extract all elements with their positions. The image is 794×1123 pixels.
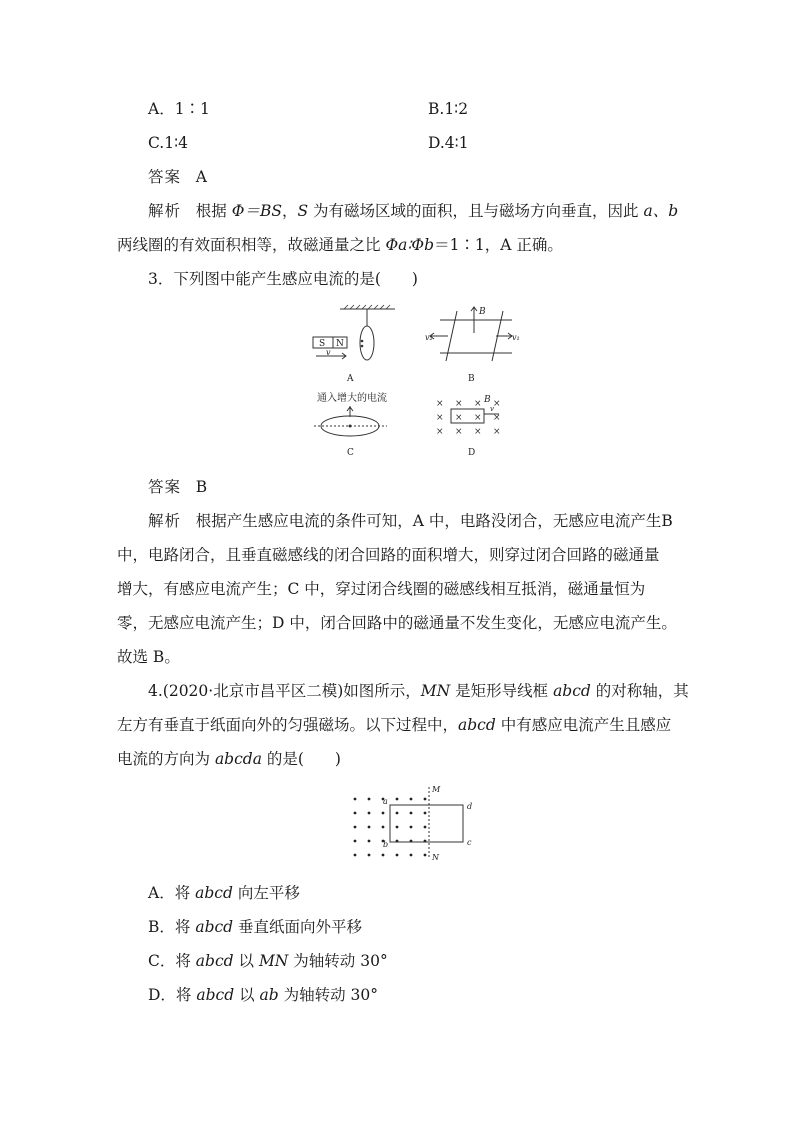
text: 左方有垂直于纸面向外的匀强磁场。以下过程中，: [117, 716, 459, 734]
figure-c: [314, 406, 387, 436]
q4-option-a: [148, 883, 300, 903]
text: C．将: [148, 952, 196, 970]
field-dot: [382, 812, 385, 815]
text: A．将: [148, 884, 196, 902]
field-cross: ×: [474, 427, 482, 437]
field-dot: [424, 826, 427, 829]
formula: Φ＝BS: [231, 202, 282, 220]
q3-stem: 3．下列图中能产生感应电流的是( ): [148, 270, 418, 288]
field-cross: ×: [436, 413, 444, 423]
figure-c-label: C: [347, 448, 354, 458]
axis-mn: MN: [258, 952, 289, 970]
label-c: c: [467, 838, 472, 847]
field-dot: [368, 840, 371, 843]
text: 垂直纸面向外平移: [233, 918, 363, 936]
frame-abcd: abcd: [553, 682, 591, 700]
label-d: d: [467, 802, 473, 811]
text: B．将: [148, 918, 196, 936]
text: ＝1∶1，A 正确。: [434, 236, 563, 254]
field-cross: ×: [436, 399, 444, 409]
field-cross: ×: [455, 413, 463, 423]
text: 的对称轴，其: [590, 682, 689, 700]
field-dot: [382, 826, 385, 829]
field-dot: [410, 798, 413, 801]
frame-abcd: abcd: [458, 716, 496, 734]
text: 为有磁场区域的面积，且与磁场方向垂直，因此: [308, 202, 644, 220]
q3-figure: [300, 303, 530, 463]
q3-analysis-line-3: 增大，有感应电流产生；C 中，穿过闭合线圈的磁感线相互抵消，磁通量恒为: [117, 580, 646, 598]
field-dot: [354, 840, 357, 843]
q2-option-b: B.1∶2: [428, 100, 469, 118]
label-a: a: [383, 797, 388, 806]
text: 两线圈的有效面积相等，故磁通量之比: [117, 236, 386, 254]
label-n: N: [432, 853, 439, 862]
frame-abcd: abcd: [196, 986, 235, 1004]
text: 根据: [195, 202, 232, 220]
text: 为轴转动 30°: [288, 952, 388, 970]
field-dot: [396, 854, 399, 857]
answer-label: 答案: [148, 478, 182, 496]
field-cross: ×: [436, 427, 444, 437]
field-dot: [396, 826, 399, 829]
field-dot: [354, 826, 357, 829]
figure-d-label: D: [468, 448, 476, 458]
velocity-label: v: [326, 348, 331, 357]
text: D．将: [148, 986, 197, 1004]
q2-option-c: C.1∶4: [148, 134, 188, 152]
figure-a-label: A: [347, 374, 354, 384]
q2-option-a: A．1∶1: [148, 100, 210, 118]
text: 以: [234, 986, 260, 1004]
field-dot: [354, 798, 357, 801]
field-cross: ×: [455, 399, 463, 409]
field-dot: [410, 854, 413, 857]
frame-abcd: abcd: [195, 884, 233, 902]
figure-b-label: B: [468, 374, 475, 384]
flux-ratio: Φa∶Φb: [385, 236, 435, 254]
field-cross: ×: [493, 427, 501, 437]
text: 为轴转动 30°: [278, 986, 378, 1004]
field-dot: [396, 812, 399, 815]
text: 中有感应电流产生且感应: [495, 716, 672, 734]
field-dot: [424, 812, 427, 815]
magnet-s-label: S: [319, 339, 326, 349]
field-dot: [424, 854, 427, 857]
answer-value: A: [195, 168, 207, 186]
q3-answer: [148, 477, 207, 497]
symbol-s: S: [297, 202, 309, 220]
text: 是矩形导线框: [450, 682, 554, 700]
q4-option-b: [148, 917, 362, 937]
answer-label: 答案: [148, 168, 182, 186]
q3-analysis-line-2: 中，电路闭合，且垂直磁感线的闭合回路的面积增大，则穿过闭合回路的磁通量: [117, 546, 660, 564]
field-cross: ×: [474, 399, 482, 409]
v1-label: v₁: [512, 333, 520, 342]
field-dot: [424, 798, 427, 801]
q4-stem-line-2: [117, 715, 671, 735]
q4-option-d: [148, 985, 378, 1005]
q4-stem-line-1: [148, 681, 689, 701]
field-dot: [396, 798, 399, 801]
q2-analysis-line-2: [117, 235, 563, 255]
text: 以: [233, 952, 259, 970]
q3-analysis-line-5: 故选 B。: [117, 648, 180, 666]
field-cross: ×: [474, 413, 482, 423]
q4-stem-line-3: [117, 749, 341, 769]
text: ，: [281, 202, 298, 220]
text: 根据产生感应电流的条件可知，A 中，电路没闭合，无感应电流产生B: [195, 512, 673, 530]
ring-loop: [360, 326, 374, 360]
field-dot: [368, 854, 371, 857]
symbol-ab: a、b: [643, 202, 679, 220]
field-b-label: B: [479, 307, 486, 317]
magnet-n-label: N: [336, 339, 344, 349]
q4-option-c: [148, 951, 388, 971]
text: 电流的方向为: [117, 750, 215, 768]
field-dot: [354, 854, 357, 857]
v2-label: v₂: [425, 333, 433, 342]
field-cross: ×: [493, 413, 501, 423]
text: 向左平移: [232, 884, 300, 902]
direction-abcda: abcda: [214, 750, 262, 768]
analysis-label: 解析: [148, 202, 182, 220]
field-cross: ×: [493, 399, 501, 409]
label-m: M: [432, 785, 441, 794]
frame-abcd: abcd: [195, 952, 234, 970]
loop-velocity-label: v: [490, 405, 494, 413]
q2-analysis-line-1: [148, 201, 678, 221]
axis-ab: ab: [259, 986, 279, 1004]
field-dot: [410, 826, 413, 829]
field-dot: [368, 798, 371, 801]
q3-analysis-line-1: [148, 511, 673, 531]
text: 4.(2020·北京市昌平区二模)如图所示，: [148, 682, 421, 700]
field-dot: [368, 812, 371, 815]
q3-analysis-line-4: 零，无感应电流产生；D 中，闭合回路中的磁通量不发生变化，无感应电流产生。: [117, 614, 677, 632]
q4-figure: [345, 783, 485, 863]
field-dot: [368, 826, 371, 829]
field-dot: [354, 812, 357, 815]
field-cross: ×: [455, 427, 463, 437]
axis-mn: MN: [420, 682, 451, 700]
frame-rectangle: [390, 805, 463, 842]
q2-answer: [148, 167, 207, 187]
analysis-label: 解析: [148, 512, 182, 530]
text: 的是( ): [261, 750, 341, 768]
label-b: b: [383, 840, 389, 849]
figure-b: [430, 307, 512, 361]
q2-option-d: D.4∶1: [428, 134, 469, 152]
answer-value: B: [195, 478, 208, 496]
field-dot: [382, 854, 385, 857]
field-dot: [410, 812, 413, 815]
ceiling-hatch: [344, 305, 390, 309]
field-b-label: B: [484, 395, 491, 405]
frame-abcd: abcd: [195, 918, 234, 936]
figure-c-caption: 通入增大的电流: [317, 393, 387, 404]
